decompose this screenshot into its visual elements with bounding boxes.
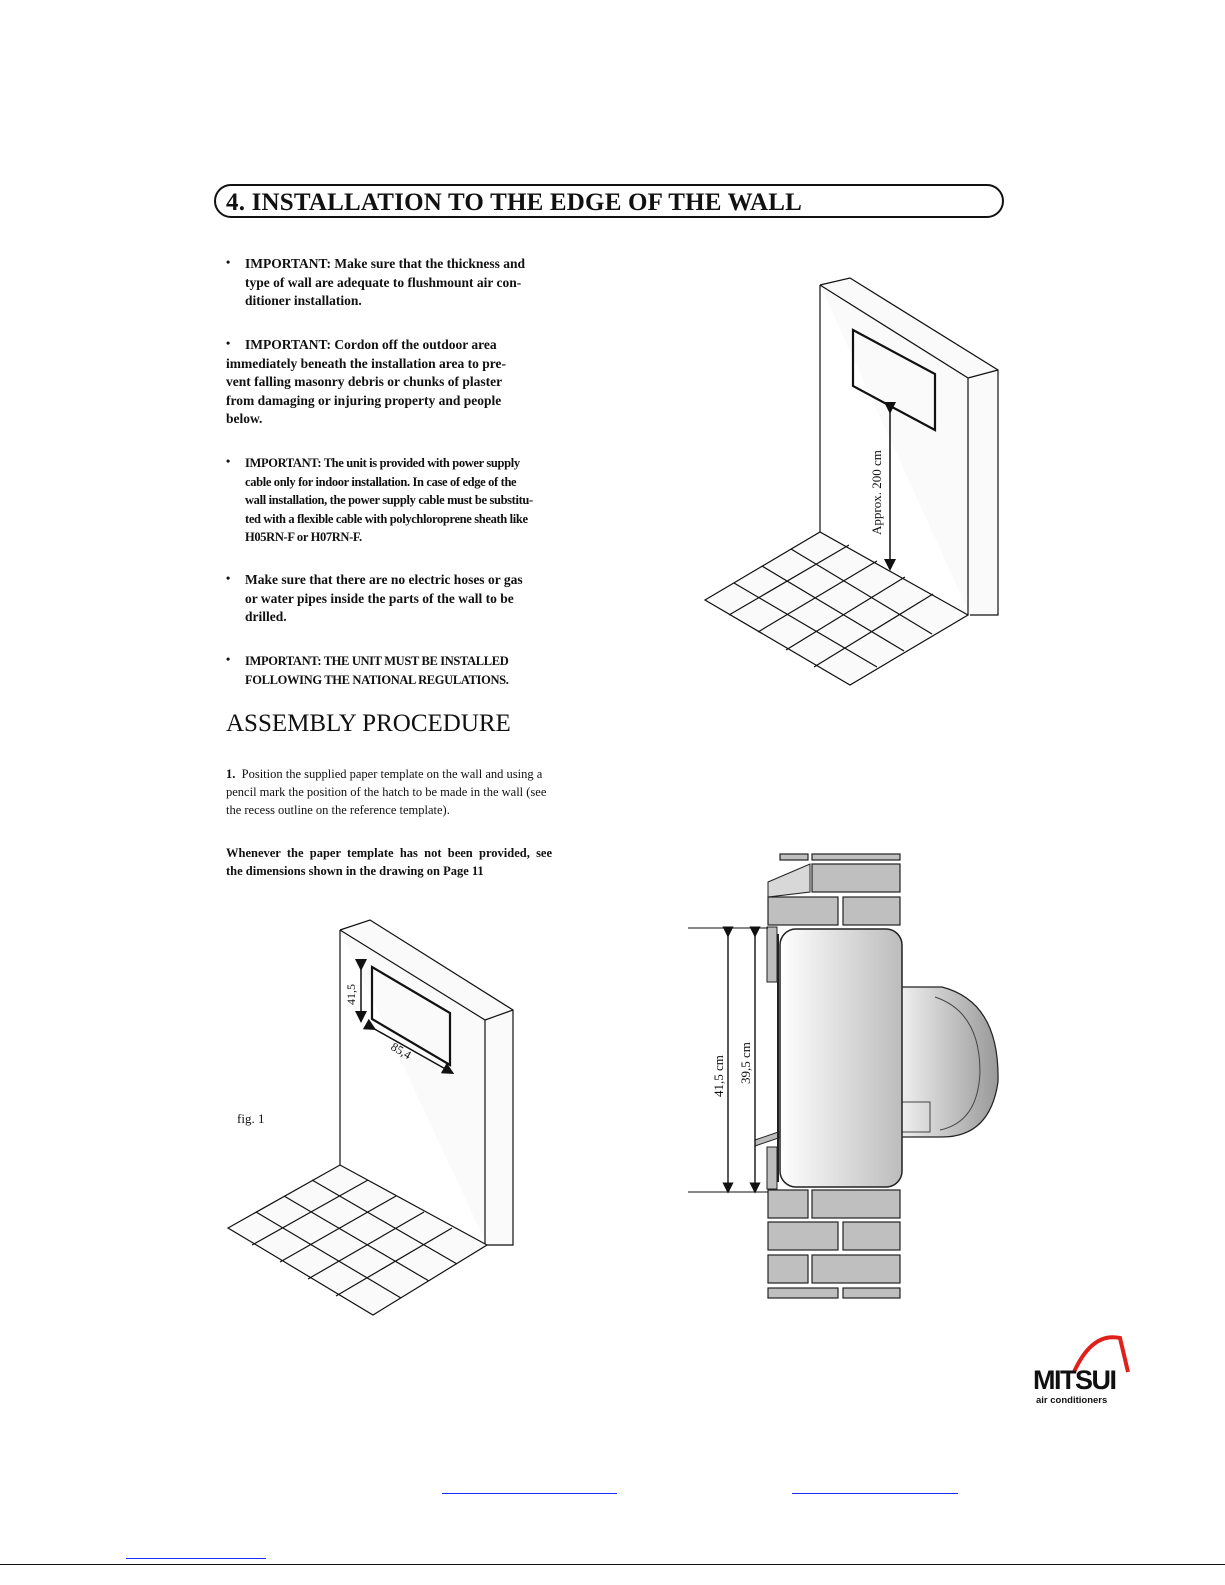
step-number: 1.	[226, 767, 236, 781]
bullet-line: immediately beneath the installation area to pre-	[226, 355, 506, 371]
bullet-icon: •	[226, 652, 230, 666]
bullet-icon: •	[226, 571, 231, 585]
bullet-item	[226, 255, 566, 311]
link-underline[interactable]	[442, 1493, 617, 1494]
figure-label: fig. 1	[237, 1111, 265, 1126]
bullet-line: ted with a flexible cable with polychloroprene sheath like	[245, 511, 528, 526]
note-text: Whenever the paper template has not been provided, see	[226, 846, 553, 860]
bullet-line: vent falling masonry debris or chunks of plaster	[226, 374, 503, 389]
bullet-item	[226, 571, 566, 627]
assembly-step	[226, 765, 586, 819]
link-underline[interactable]	[792, 1493, 958, 1494]
bullet-line: IMPORTANT: Make sure that the thickness and	[245, 256, 526, 271]
bullet-line: IMPORTANT: Cordon off the outdoor area	[245, 337, 497, 352]
bullet-line: wall installation, the power supply cable must be substitu-	[245, 493, 533, 507]
dimension-label-200cm: Approx. 200 cm	[869, 450, 884, 535]
assembly-title: ASSEMBLY PROCEDURE	[226, 710, 511, 737]
bullet-line: Make sure that there are no electric hoses or gas	[245, 572, 523, 587]
bullet-line: IMPORTANT: THE UNIT MUST BE INSTALLED	[245, 654, 509, 668]
dimension-label-inner: 39,5 cm	[738, 1042, 753, 1084]
bullet-icon: •	[226, 336, 231, 350]
wall-illustration-top	[700, 270, 1010, 695]
logo-tagline: air conditioners	[1036, 1395, 1108, 1406]
step-text: Position the supplied paper template on the wall and using a	[241, 767, 543, 781]
side-section-illustration	[680, 852, 1010, 1300]
bottom-rule	[0, 1564, 1225, 1565]
bullet-item	[226, 652, 566, 689]
bullet-line: ditioner installation.	[245, 293, 362, 308]
section-header	[214, 184, 1004, 218]
bullet-line: IMPORTANT: The unit is provided with power supply	[245, 456, 520, 470]
note-text: the dimensions shown in the drawing on Page 11	[226, 864, 484, 878]
bullet-item	[226, 336, 566, 429]
dimension-label-outer: 41,5 cm	[711, 1055, 726, 1097]
bullet-icon: •	[226, 255, 231, 269]
wall-illustration-fig1	[225, 915, 525, 1325]
bullet-icon: •	[226, 454, 230, 468]
dimension-label-85-4: 85,4	[388, 1039, 414, 1063]
bullet-line: type of wall are adequate to flushmount air con-	[245, 274, 522, 290]
bullet-item	[226, 454, 566, 547]
logo-brand: MITSUI	[1033, 1365, 1116, 1395]
step-text: the recess outline on the reference template).	[226, 803, 450, 817]
link-underline[interactable]	[126, 1558, 266, 1559]
section-title: 4. INSTALLATION TO THE EDGE OF THE WALL	[226, 189, 803, 216]
step-text: pencil mark the position of the hatch to be made in the wall (see	[226, 785, 547, 799]
bullet-line: or water pipes inside the parts of the wall to be	[245, 590, 514, 606]
bullet-line: from damaging or injuring property and people	[226, 392, 502, 408]
bullet-line: drilled.	[245, 609, 287, 624]
bullet-line: cable only for indoor installation. In case of edge of the	[245, 474, 517, 489]
template-note	[226, 844, 586, 880]
bullet-line: H05RN-F or H07RN-F.	[245, 530, 362, 544]
bullet-line: FOLLOWING THE NATIONAL REGULATIONS.	[245, 672, 509, 687]
bullet-line: below.	[226, 411, 263, 426]
dimension-label-41-5: 41,5	[344, 984, 358, 1005]
mitsui-logo	[1030, 1332, 1130, 1410]
